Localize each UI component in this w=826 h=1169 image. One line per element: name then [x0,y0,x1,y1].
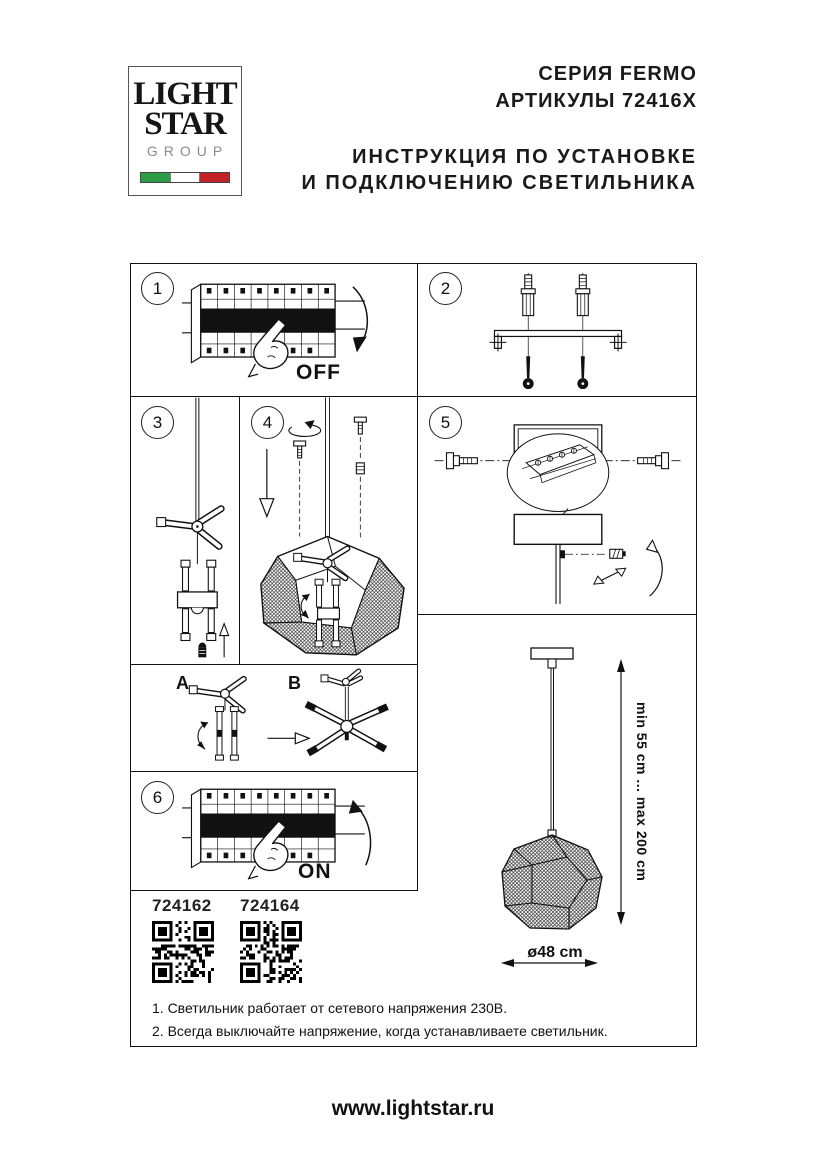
breaker-on-illustration [130,772,417,890]
italian-flag-icon [140,172,230,183]
step-1-number: 1 [141,272,174,305]
step-5-number: 5 [429,406,462,439]
step-5-panel [418,397,697,615]
lamp-dimensions-panel [418,615,697,1047]
step-2-panel [418,263,697,397]
height-range-dimension: min 55 cm ... max 200 cm [634,702,650,882]
step-3-number: 3 [141,406,174,439]
website-url: www.lightstar.ru [331,1097,495,1120]
instruction-title-line1: ИНСТРУКЦИЯ ПО УСТАНОВКЕ [352,146,697,168]
diameter-dimension: ø48 cm [527,944,583,961]
suspension-assembly-illustration [130,397,239,664]
lightstar-logo [128,66,242,196]
off-label: OFF [296,361,341,384]
instruction-title-line2: И ПОДКЛЮЧЕНИЮ СВЕТИЛЬНИКА [301,172,697,194]
pendant-lamp-illustration [418,615,697,1047]
step-2-number: 2 [429,272,462,305]
qr-left-label: 724162 [152,896,212,915]
step-6-number: 6 [141,781,174,814]
note-1: 1. Светильник работает от сетевого напряжения 230В. [152,1000,508,1016]
step-4-panel [240,397,418,665]
variants-ab-panel [130,665,418,772]
safety-notes [152,997,682,1043]
variant-b-label: B [288,673,301,693]
arm-fold-variants-illustration [130,665,417,771]
logo-group-text: GROUP [146,143,229,159]
qr-code-left [152,921,214,983]
qr-code-right [240,921,302,983]
variant-a-label: A [176,673,189,693]
logo-star-text: STAR [144,106,226,142]
step-6-panel [130,772,418,891]
note-2: 2. Всегда выключайте напряжение, когда устанавливаете светильник. [152,1023,608,1039]
step-1-panel [130,263,418,397]
articles-title: АРТИКУЛЫ 72416X [495,90,697,112]
on-label: ON [298,860,332,883]
step-4-number: 4 [251,406,284,439]
logo-light-text: LIGHT [133,76,237,112]
qr-right-label: 724164 [240,896,300,915]
step-3-panel [130,397,240,665]
series-title: СЕРИЯ FERMO [538,63,697,85]
